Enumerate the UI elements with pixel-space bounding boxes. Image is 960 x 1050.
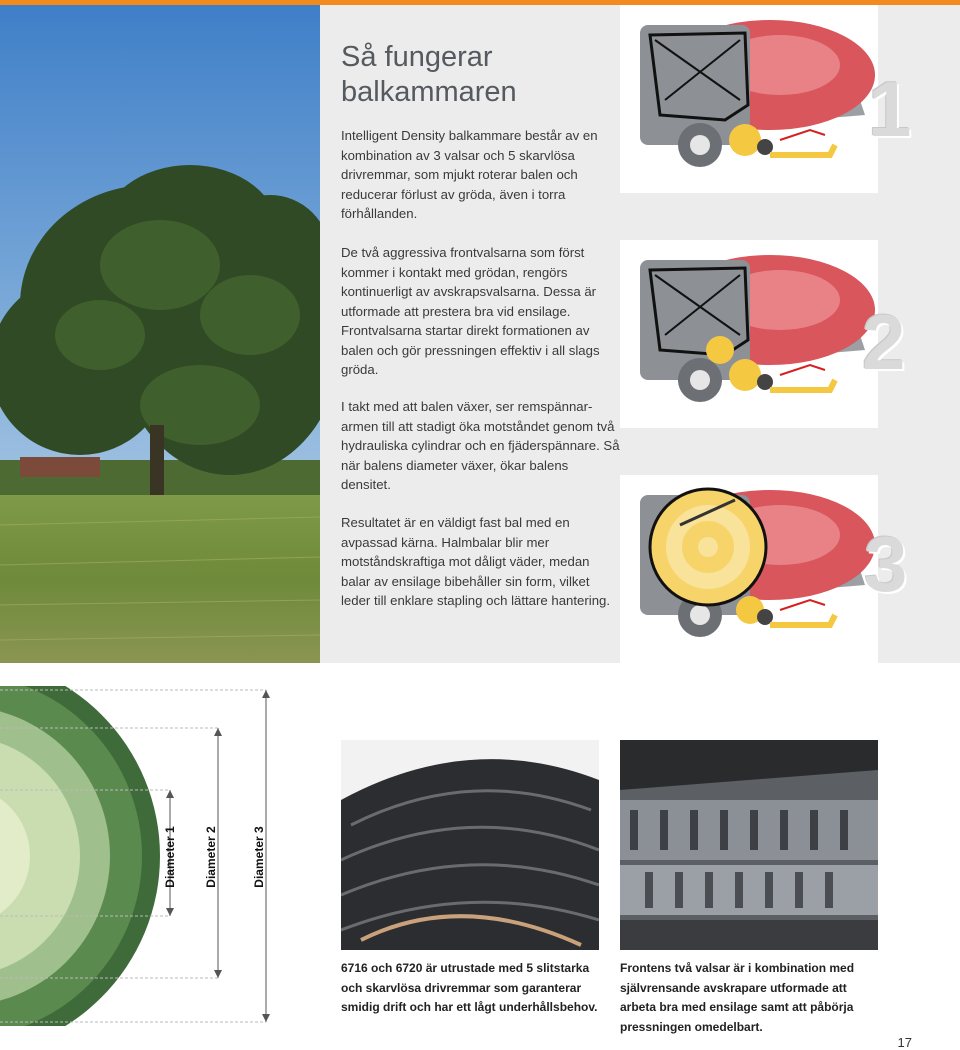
diameter-2-label: Diameter 2 xyxy=(204,826,218,888)
paragraph-result: Resultatet är en väldigt fast bal med en avpassad kärna. Halmbalar blir mer motståndskraftiga mot dåligt väder, medan balar av ensilage bibehåller sin form, vilket leder till enklare stapling och lättare hantering. xyxy=(341,515,611,608)
caption-rollers: Frontens två valsar är i kombination med självrensande avskrapare utformade att arbeta bra med ensilage samt att påbörja pressningen omedelbart. xyxy=(620,961,855,1034)
baler-diagram-step-3 xyxy=(620,475,878,663)
paragraph-front-rollers: De två aggressiva frontvalsarna som först kommer i kontakt med grödan, rengörs kontinuerligt av avskrapsvalsarna. Dessa är utformade att prestera bra vid ensilage. Frontvalsarna startar direkt formationen av balen och gör pressningen effektiv i all slags gröda. xyxy=(341,245,600,377)
page-number: 17 xyxy=(897,1035,912,1050)
rollers-photo xyxy=(620,740,878,950)
page-title: Så fungerar balkammaren xyxy=(341,41,517,108)
paragraph-intro: Intelligent Density balkammare består av en kombination av 3 valsar och 5 skarvlösa drivremmar, som mjukt roterar balen och reducerar förlust av gröda, även i torra förhållanden. xyxy=(341,128,598,221)
diameter-1-label: Diameter 1 xyxy=(163,826,177,888)
baler-diagram-step-1 xyxy=(620,5,878,193)
landscape-photo xyxy=(0,5,320,663)
step-number-3: 3 xyxy=(864,520,908,608)
paragraph-tension-arm: I takt med att balen växer, ser remspännar-armen till att stadigt öka motståndet genom två hydrauliska cylindrar och en fjäderspännare. Så när balens diameter växer, ökar balens densitet. xyxy=(341,399,620,492)
step-number-1: 1 xyxy=(868,65,912,153)
baler-diagram-step-2 xyxy=(620,240,878,428)
belts-photo xyxy=(341,740,599,950)
caption-belts: 6716 och 6720 är utrustade med 5 slitstarka och skarvlösa drivremmar som garanterar smidig drift och har ett lågt underhållsbehov. xyxy=(341,961,598,1014)
step-number-2: 2 xyxy=(862,298,906,386)
diameter-3-label: Diameter 3 xyxy=(252,826,266,888)
